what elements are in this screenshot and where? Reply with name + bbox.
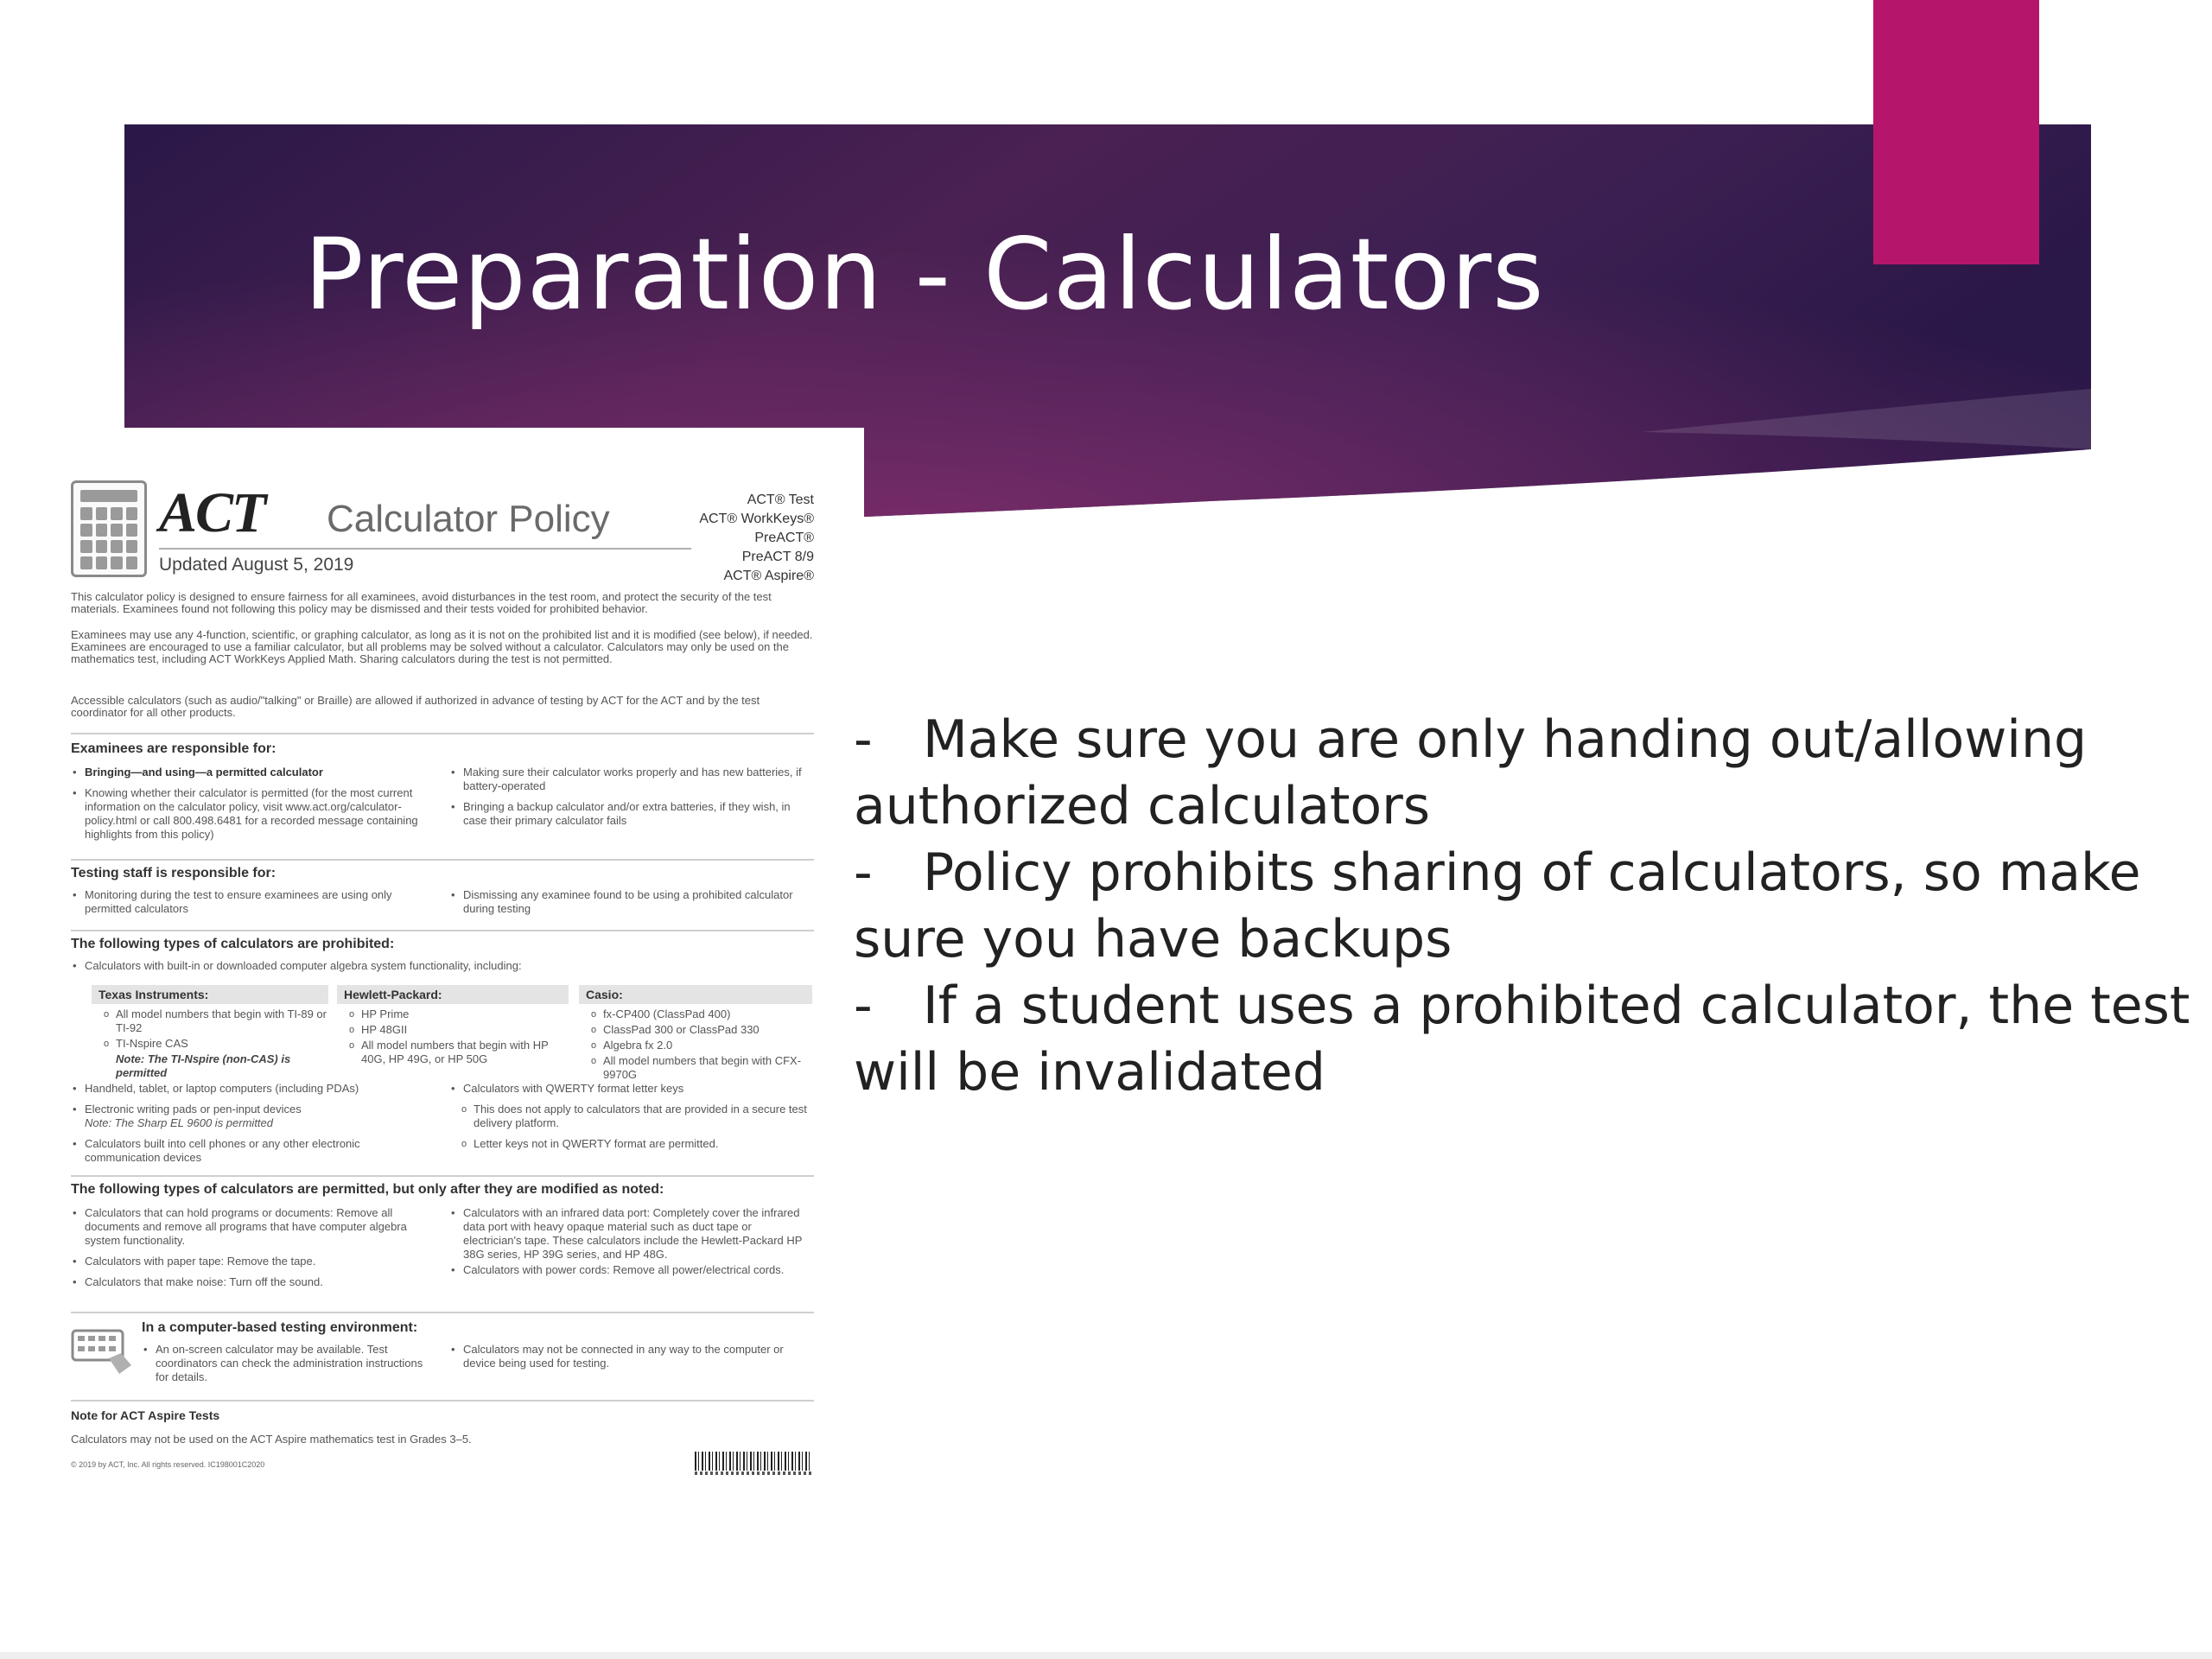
doc-paragraph: Examinees may use any 4-function, scientific, or graphing calculator, as long as it is not on the prohibited list and it is modified (see below), if needed. Examinees are encouraged to use a familiar calculator, but all problems may be solved without a calculator. Calculators may only be used on the mathematics test, including ACT WorkKeys Applied Math. Sharing calculators during the test is not permitted.	[71, 628, 813, 665]
list-item: • Making sure their calculator works properly and has new batteries, if battery-operated	[449, 766, 812, 793]
list-item: • Dismissing any examinee found to be using a prohibited calculator during testing	[449, 888, 812, 916]
list-column	[449, 1343, 795, 1377]
section-heading: The following types of calculators are prohibited:	[71, 937, 395, 951]
section-heading: In a computer-based testing environment:	[142, 1320, 418, 1335]
section-divider	[71, 1400, 814, 1402]
keyboard-icon	[71, 1327, 133, 1379]
act-logo: ACT	[159, 481, 265, 544]
section-divider	[71, 859, 814, 861]
brand-heading: Texas Instruments:	[92, 985, 328, 1004]
calculator-icon	[71, 480, 147, 577]
bullet-text: If a student uses a prohibited calculator, the test will be invalidated	[854, 976, 2190, 1103]
list-item: • Bringing a backup calculator and/or extra batteries, if they wish, in case their primary calculator fails	[449, 800, 812, 828]
section-divider	[71, 733, 814, 734]
program-name: PreACT 8/9	[741, 550, 814, 564]
program-name: ACT® Test	[747, 493, 814, 507]
bottom-strip	[0, 1652, 2212, 1659]
bullet-dash: -	[854, 976, 873, 1036]
list-column	[71, 1082, 425, 1172]
list-item: • Handheld, tablet, or laptop computers (including PDAs)	[71, 1082, 425, 1096]
bullet-item	[854, 973, 2202, 1106]
list-column	[449, 1206, 812, 1284]
bullet-text: Policy prohibits sharing of calculators, so make sure you have backups	[854, 842, 2141, 969]
copyright-text: © 2019 by ACT, Inc. All rights reserved. IC198001C2020	[71, 1460, 265, 1469]
brand-heading: Casio:	[579, 985, 812, 1004]
list-item: o All model numbers that begin with TI-89 or TI-92	[92, 1007, 328, 1035]
list-column	[71, 888, 425, 923]
doc-heading: Calculator Policy	[327, 498, 610, 540]
list-note: Note: The Sharp EL 9600 is permitted	[85, 1116, 273, 1129]
list-note: Note: The TI-Nspire (non-CAS) is permitted	[116, 1052, 291, 1079]
doc-paragraph: Accessible calculators (such as audio/"talking" or Braille) are allowed if authorized in advance of testing by ACT for the ACT and by the test coordinator for all other products.	[71, 694, 760, 719]
list-item: • Calculators with power cords: Remove all power/electrical cords.	[449, 1263, 812, 1277]
program-name: ACT® Aspire®	[723, 569, 814, 583]
divider	[159, 548, 691, 550]
list-column	[449, 1082, 812, 1153]
list-column	[449, 766, 812, 835]
list-column	[579, 1007, 812, 1084]
doc-paragraph: This calculator policy is designed to ensure fairness for all examinees, avoid disturbances in the test room, and protect the security of the test materials. Examinees found not following this policy may be dismissed and their tests voided for prohibited behavior.	[71, 590, 772, 615]
list-item: • Knowing whether their calculator is permitted (for the most current information on the calculator policy, visit www.act.org/calculator-policy.html or call 800.498.6481 for a recorded message containing highlights from this policy)	[71, 786, 425, 842]
list-item: o TI-Nspire CAS	[92, 1037, 328, 1051]
list-item: o HP 48GII	[337, 1023, 569, 1037]
list-item: • Calculators with an infrared data port: Completely cover the infrared data port with heavy opaque material such as duct tape or electrician's tape. These calculators include the Hewlett-Packard HP 38G series, HP 39G series, and HP 48G.	[449, 1206, 812, 1262]
list-column	[71, 766, 425, 849]
bullet-item	[854, 707, 2202, 840]
bullet-text: Make sure you are only handing out/allowing authorized calculators	[854, 709, 2088, 836]
barcode-digits	[695, 1471, 812, 1475]
list-column	[142, 1343, 427, 1391]
section-heading: Examinees are responsible for:	[71, 741, 276, 756]
list-item: o This does not apply to calculators that are provided in a secure test delivery platform.	[449, 1103, 812, 1130]
barcode	[695, 1452, 812, 1471]
note-text: Calculators may not be used on the ACT Aspire mathematics test in Grades 3–5.	[71, 1433, 472, 1446]
brand-heading: Hewlett-Packard:	[337, 985, 569, 1004]
accent-rectangle	[1873, 0, 2039, 264]
list-item: o All model numbers that begin with CFX-9970G	[579, 1054, 812, 1082]
list-column	[71, 1206, 425, 1296]
list-item: • Monitoring during the test to ensure examinees are using only permitted calculators	[71, 888, 425, 916]
list-item: o HP Prime	[337, 1007, 569, 1021]
list-item: • Electronic writing pads or pen-input devices	[71, 1103, 425, 1116]
program-name: ACT® WorkKeys®	[699, 512, 814, 526]
list-item: • An on-screen calculator may be available. Test coordinators can check the administration instructions for details.	[142, 1343, 427, 1384]
bullet-dash: -	[854, 842, 873, 903]
list-item: • Calculators with built-in or downloaded computer algebra system functionality, including:	[71, 959, 812, 973]
doc-updated-date: Updated August 5, 2019	[159, 555, 354, 575]
bullet-dash: -	[854, 709, 873, 770]
program-name: PreACT®	[754, 531, 814, 545]
list-item: o ClassPad 300 or ClassPad 330	[579, 1023, 812, 1037]
act-calculator-policy-image	[69, 474, 814, 1476]
list-item: o Letter keys not in QWERTY format are permitted.	[449, 1137, 812, 1151]
section-heading: Note for ACT Aspire Tests	[71, 1408, 220, 1422]
list-item: • Calculators that can hold programs or documents: Remove all documents and remove all programs that have computer algebra system functionality.	[71, 1206, 425, 1248]
bullet-list	[854, 707, 2202, 1106]
section-divider	[71, 1312, 814, 1313]
list-column	[71, 959, 812, 980]
section-heading: Testing staff is responsible for:	[71, 866, 276, 880]
list-item: • Calculators with paper tape: Remove the tape.	[71, 1255, 425, 1268]
list-item: o Algebra fx 2.0	[579, 1039, 812, 1052]
section-divider	[71, 930, 814, 931]
list-item: • Calculators built into cell phones or any other electronic communication devices	[71, 1137, 425, 1165]
list-item: • Bringing—and using—a permitted calculator	[71, 766, 425, 779]
section-divider	[71, 1175, 814, 1177]
list-column	[449, 888, 812, 923]
list-item: o All model numbers that begin with HP 40G, HP 49G, or HP 50G	[337, 1039, 569, 1066]
slide-title: Preparation - Calculators	[304, 217, 1545, 332]
list-item: • Calculators may not be connected in any way to the computer or device being used for testing.	[449, 1343, 795, 1370]
list-item: • Calculators that make noise: Turn off the sound.	[71, 1275, 425, 1289]
section-heading: The following types of calculators are permitted, but only after they are modified as noted:	[71, 1182, 664, 1197]
list-item: o fx-CP400 (ClassPad 400)	[579, 1007, 812, 1021]
list-column	[337, 1007, 569, 1068]
list-item: • Calculators with QWERTY format letter keys	[449, 1082, 812, 1096]
program-list	[699, 491, 814, 586]
list-column	[92, 1007, 328, 1080]
bullet-item	[854, 840, 2202, 973]
